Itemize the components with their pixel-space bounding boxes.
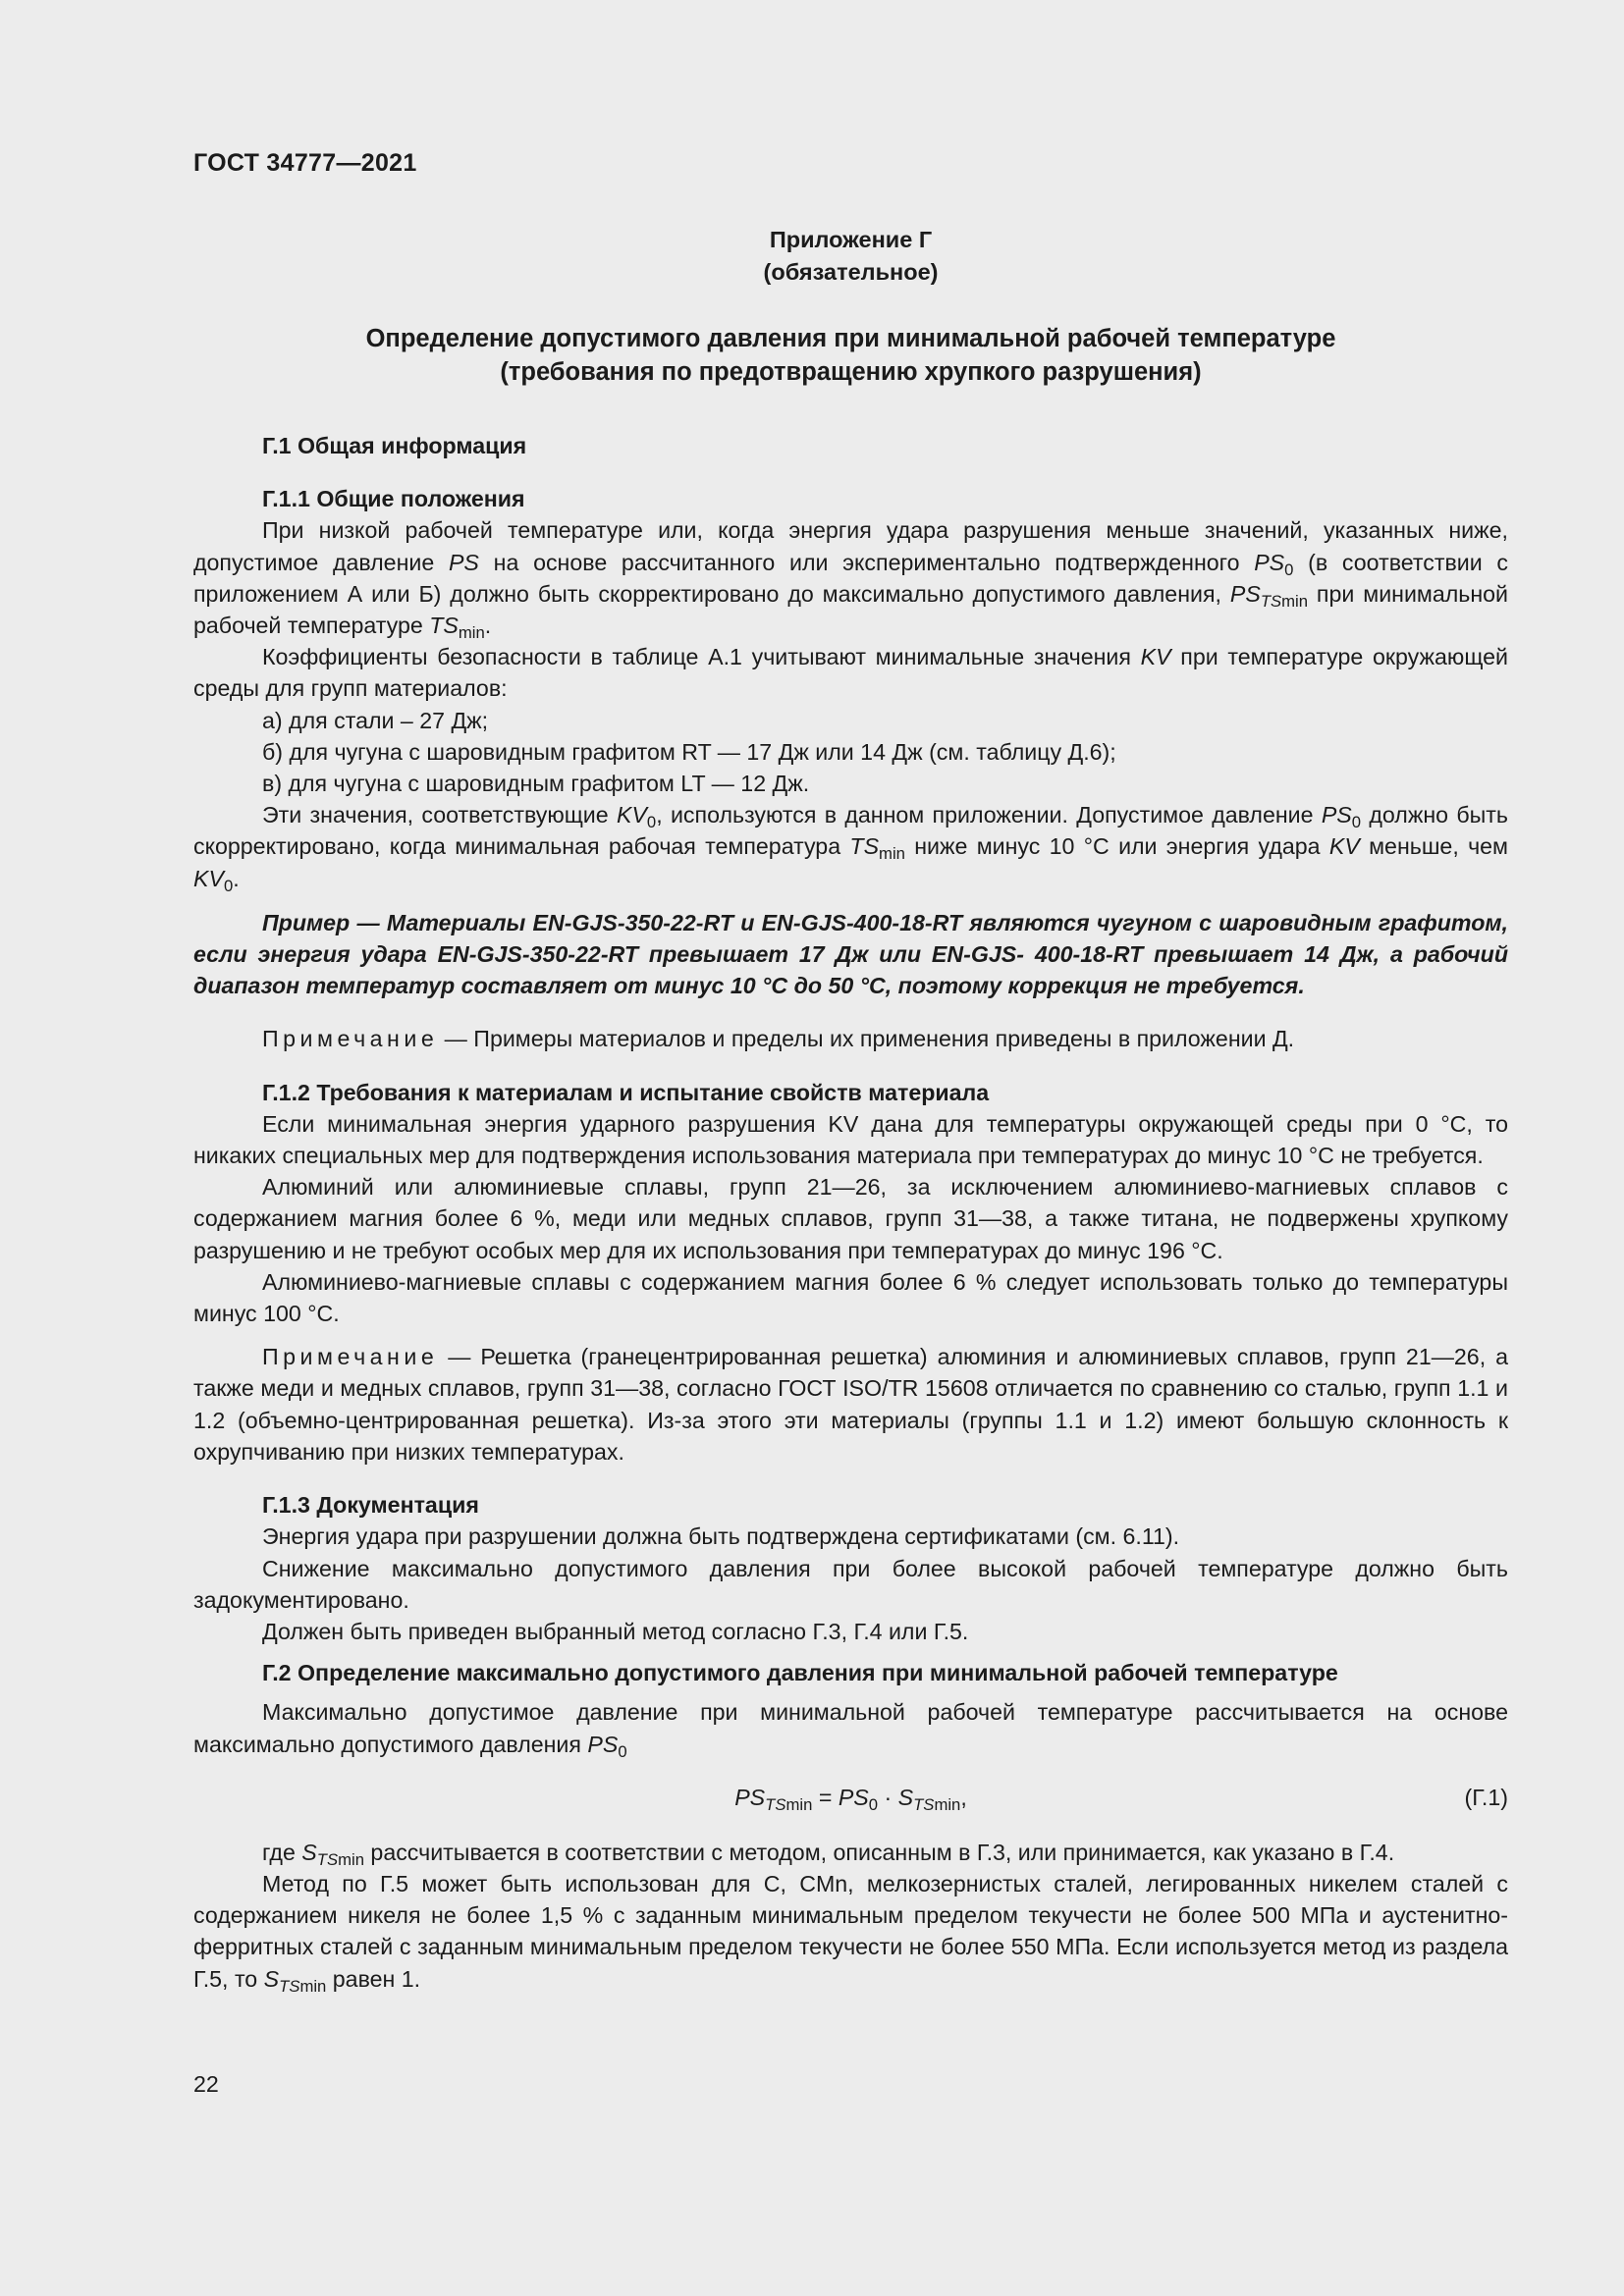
note-text: — Решетка (гранецентрированная решетка) алюминия и алюминиевых сплавов, групп 21—26, а также меди и медных сплавов, групп 31—38, согласно ГОСТ ISO/TR 15608 отличается по сравнению со сталью, групп 1.1 и 1.2 (объемно-центрированная решетка). Из-за этого эти материалы (группы 1.1 и 1.2) имеют большую склонность к охрупчиванию при низких температурах. bbox=[193, 1344, 1508, 1465]
paragraph: Снижение максимально допустимого давления при более высокой рабочей температуре должно быть задокументировано. bbox=[193, 1555, 1508, 1613]
note-paragraph bbox=[193, 1341, 1508, 1468]
paragraph: Алюминиево-магниевые сплавы с содержанием магния более 6 % следует использовать только до температуры минус 100 °С. bbox=[193, 1268, 1508, 1327]
section-heading-g1: Г.1 Общая информация bbox=[262, 433, 527, 458]
appendix-title-line1: Определение допустимого давления при минимальной рабочей температуре bbox=[365, 325, 1336, 352]
page-number: 22 bbox=[193, 2071, 219, 2097]
paragraph: Если минимальная энергия ударного разрушения KV дана для температуры окружающей среды при 0 °С, то никаких специальных мер для подтверждения использования материала при температурах до минус 10 °С не требуется. bbox=[193, 1110, 1508, 1169]
appendix-status: (обязательное) bbox=[763, 259, 939, 285]
paragraph: Метод по Г.5 может быть использован для С, CMn, мелкозернистых сталей, легированных никелем сталей с содержанием никеля не более 1,5 % с заданным минимальным пределом текучести не более 500 МПа и аустенитно-ферритных сталей с заданным минимальным пределом текучести не более 550 МПа. Если используется метод из раздела Г.5, то $S_{TSmin}$ равен 1. bbox=[193, 1870, 1508, 1996]
formula-g1 bbox=[193, 1774, 1508, 1823]
document-body bbox=[193, 224, 1508, 1995]
appendix-label: Приложение Г bbox=[769, 227, 933, 252]
paragraph: Должен быть приведен выбранный метод согласно Г.3, Г.4 или Г.5. bbox=[262, 1618, 969, 1644]
paragraph: Энергия удара при разрушении должна быть подтверждена сертификатами (см. 6.11). bbox=[262, 1523, 1180, 1550]
section-heading-g13: Г.1.3 Документация bbox=[262, 1492, 479, 1519]
list-item: б) для чугуна с шаровидным графитом RT — 17 Дж или 14 Дж (см. таблицу Д.6); bbox=[262, 738, 1116, 765]
note-text: — Примеры материалов и пределы их применения приведены в приложении Д. bbox=[438, 1026, 1295, 1052]
document-header: ГОСТ 34777—2021 bbox=[193, 149, 417, 177]
paragraph: При низкой рабочей температуре или, когда энергия удара разрушения меньше значений, указанных ниже, допустимое давление PS на основе рассчитанного или экспериментально подтвержденного $PS_0$ (в соответствии с приложением А или Б) должно быть скорректировано до максимально допустимого давления, $PS_{TSmin}$ при минимальной рабочей температуре $TS_{min}$. bbox=[193, 517, 1509, 643]
note-paragraph bbox=[193, 1023, 1508, 1054]
formula-number: (Г.1) bbox=[1464, 1784, 1508, 1810]
formula-expression: $PS_{TSmin} = PS_0 \cdot S_{TSmin}$, bbox=[734, 1784, 967, 1814]
list-item: а) для стали – 27 Дж; bbox=[262, 707, 489, 733]
list-item: в) для чугуна с шаровидным графитом LT — 12 Дж. bbox=[262, 771, 810, 797]
appendix-title bbox=[193, 322, 1508, 389]
note-label: Примечание bbox=[262, 1344, 439, 1370]
section-heading-g2: Г.2 Определение максимально допустимого давления при минимальной рабочей температуре bbox=[262, 1660, 1338, 1686]
section-heading-g11: Г.1.1 Общие положения bbox=[262, 486, 525, 512]
paragraph: где $S_{TSmin}$ рассчитывается в соответствии с методом, описанным в Г.3, или принимается, как указано в Г.4. bbox=[262, 1839, 1395, 1869]
paragraph: Коэффициенты безопасности в таблице А.1 учитывают минимальные значения KV при температуре окружающей среды для групп материалов: bbox=[193, 644, 1508, 702]
paragraph: Эти значения, соответствующие $KV_0$, используются в данном приложении. Допустимое давление $PS_0$ должно быть скорректировано, когда минимальная рабочая температура $TS_{min}$ ниже минус 10 °С или энергия удара KV меньше, чем $KV_0$. bbox=[193, 802, 1508, 895]
paragraph: Алюминий или алюминиевые сплавы, групп 21—26, за исключением алюминиево-магниевых сплавов с содержанием магния более 6 %, меди или медных сплавов, групп 31—38, а также титана, не подвержены хрупкому разрушению и не требуют особых мер для их использования при температурах до минус 196 °С. bbox=[193, 1174, 1508, 1263]
section-heading-g12: Г.1.2 Требования к материалам и испытание свойств материала bbox=[262, 1079, 990, 1105]
example-paragraph: Пример — Материалы EN-GJS-350-22-RT и EN-GJS-400-18-RT являются чугуном с шаровидным графитом, если энергия удара EN-GJS-350-22-RT превышает 17 Дж или EN-GJS- 400-18-RT превышает 14 Дж, а рабочий диапазон температур составляет от минус 10 °С до 50 °С, поэтому коррекция не требуется. bbox=[193, 909, 1508, 999]
paragraph: Максимально допустимое давление при минимальной рабочей температуре рассчитывается на основе максимально допустимого давления $PS_0$ bbox=[193, 1699, 1508, 1761]
appendix-title-line2: (требования по предотвращению хрупкого разрушения) bbox=[500, 358, 1202, 386]
note-label: Примечание bbox=[262, 1026, 439, 1052]
